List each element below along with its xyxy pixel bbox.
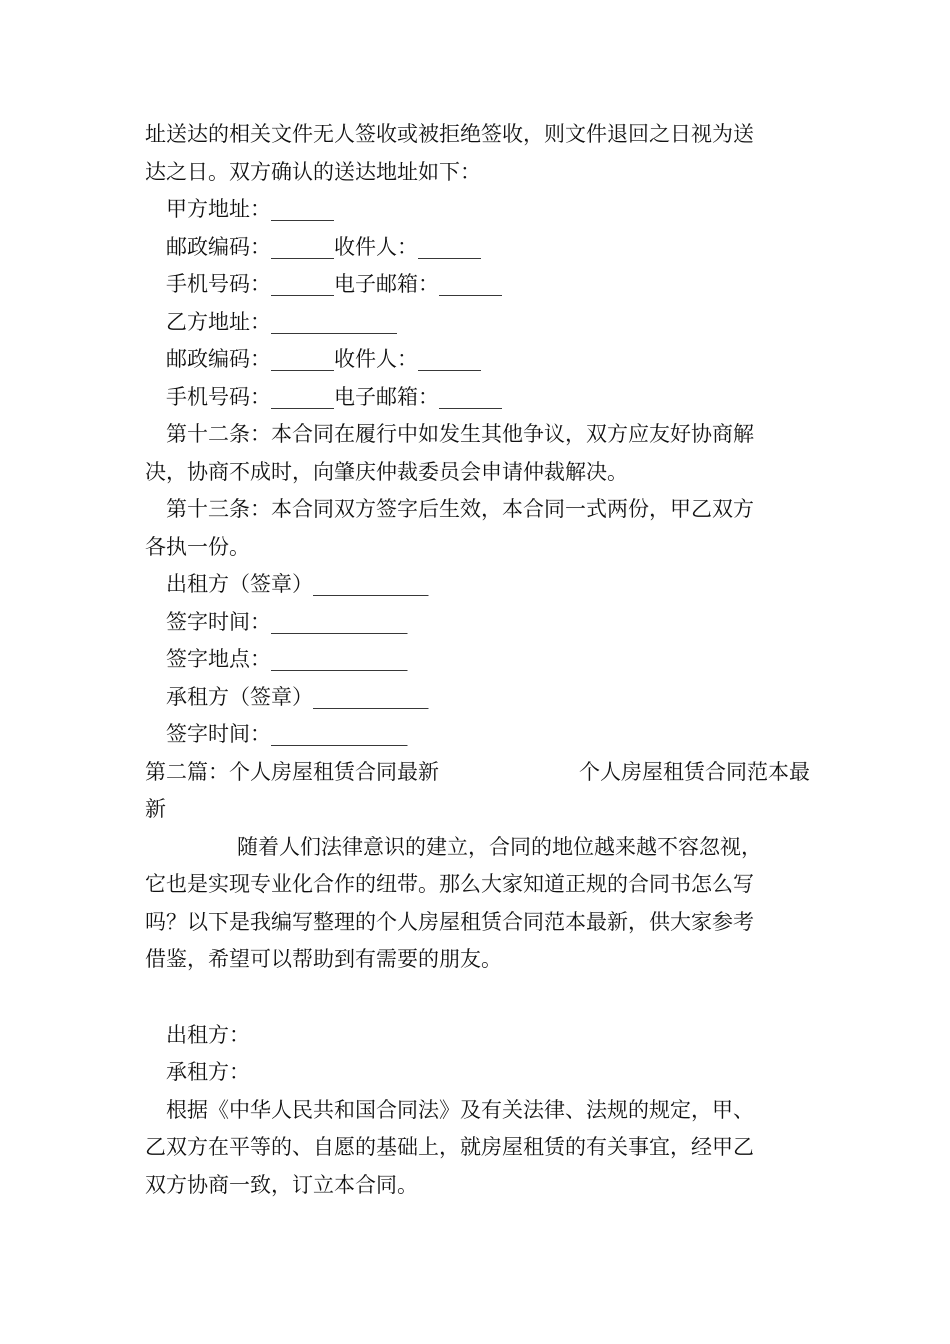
lessor-signature: 出租方（签章）___________ <box>166 572 429 596</box>
party-b-address: 乙方地址：____________ <box>166 309 397 334</box>
section-title-right: 个人房屋租赁合同范本最 <box>579 759 810 784</box>
article-13-cont: 各执一份。 <box>145 534 250 559</box>
article-13: 第十三条：本合同双方签字后生效，本合同一式两份，甲乙双方 <box>166 497 754 521</box>
basis-line: 乙双方在平等的、自愿的基础上，就房屋租赁的有关事宜，经甲乙 <box>145 1135 754 1159</box>
article-12: 第十二条：本合同在履行中如发生其他争议，双方应友好协商解 <box>166 422 754 446</box>
section-title-cont: 新 <box>145 797 166 821</box>
party-b-postcode: 邮政编码：______收件人：______ <box>166 347 481 371</box>
intro-line: 吗？以下是我编写整理的个人房屋租赁合同范本最新，供大家参考 <box>145 909 754 934</box>
text-line: 达之日。双方确认的送达地址如下： <box>145 159 481 184</box>
intro-line: 它也是实现专业化合作的纽带。那么大家知道正规的合同书怎么写 <box>145 872 754 896</box>
document-body <box>145 116 810 1204</box>
lessee-label: 承租方： <box>166 1060 250 1084</box>
lessor-label: 出租方： <box>166 1022 250 1047</box>
intro-line: 随着人们法律意识的建立，合同的地位越来越不容忽视， <box>237 834 762 859</box>
section-title <box>145 754 810 792</box>
party-a-address: 甲方地址：______ <box>166 197 334 221</box>
text-line: 址送达的相关文件无人签收或被拒绝签收，则文件退回之日视为送 <box>145 122 754 146</box>
sign-time: 签字时间：_____________ <box>166 609 408 634</box>
sign-place: 签字地点：_____________ <box>166 647 408 671</box>
spacer <box>145 979 810 1017</box>
section-title-left: 第二篇：个人房屋租赁合同最新 <box>145 759 439 784</box>
party-b-phone: 手机号码：______电子邮箱：______ <box>166 384 502 409</box>
sign-time-2: 签字时间：_____________ <box>166 722 408 746</box>
basis-line: 根据《中华人民共和国合同法》及有关法律、法规的规定，甲、 <box>166 1097 754 1122</box>
party-a-postcode: 邮政编码：______收件人：______ <box>166 234 481 259</box>
intro-line: 借鉴，希望可以帮助到有需要的朋友。 <box>145 947 502 971</box>
basis-line: 双方协商一致，订立本合同。 <box>145 1172 418 1197</box>
party-a-phone: 手机号码：______电子邮箱：______ <box>166 272 502 296</box>
article-12-cont: 决，协商不成时，向肇庆仲裁委员会申请仲裁解决。 <box>145 459 628 484</box>
lessee-signature: 承租方（签章）___________ <box>166 684 429 709</box>
